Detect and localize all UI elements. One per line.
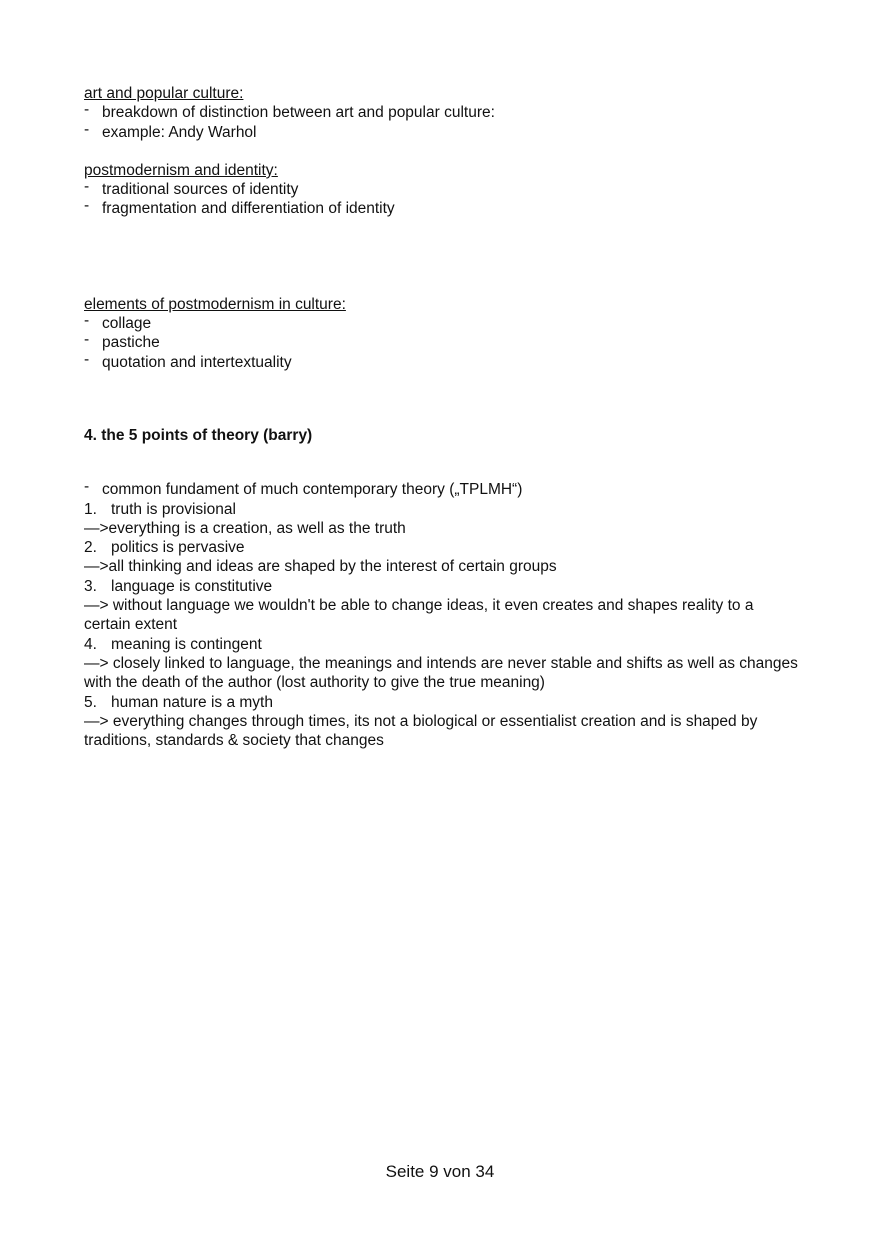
numbered-item (84, 577, 804, 596)
spacer (84, 142, 804, 161)
item-number: 2. (84, 539, 97, 557)
list-item (84, 103, 804, 122)
list-item (84, 350, 804, 372)
list-item-text: breakdown of distinction between art and popular culture: (102, 104, 495, 122)
numbered-item (84, 500, 804, 519)
bullet-dash: - (84, 312, 90, 330)
list-item-text: fragmentation and differentiation of identity (102, 200, 395, 218)
item-label: human nature is a myth (111, 693, 273, 711)
bullet-dash: - (84, 120, 90, 138)
item-number: 1. (84, 500, 97, 518)
item-number: 3. (84, 577, 97, 595)
list-item-text: collage (102, 315, 152, 333)
section-heading-identity: postmodernism and identity: (84, 161, 278, 179)
item-number: 4. (84, 635, 97, 653)
list-item (84, 314, 804, 333)
item-note: —>everything is a creation, as well as the truth (84, 519, 406, 537)
item-label: language is constitutive (111, 577, 273, 595)
item-number: 5. (84, 693, 97, 711)
page-footer: Seite 9 von 34 (385, 1162, 495, 1181)
bullet-dash: - (84, 478, 90, 496)
bullet-dash: - (84, 197, 90, 215)
item-note: —> without language we wouldn't be able to change ideas, it even creates and shapes reality to a certain extent (84, 597, 754, 634)
spacer (84, 461, 804, 480)
item-label: politics is pervasive (111, 539, 245, 557)
list-item (84, 180, 804, 199)
spacer (84, 219, 804, 295)
bullet-dash: - (84, 331, 90, 349)
section-title-theory: 4. the 5 points of theory (barry) (84, 427, 313, 445)
list-item-text: quotation and intertextuality (102, 353, 292, 371)
list-item (84, 120, 804, 142)
section-heading-art-pop: art and popular culture: (84, 85, 244, 102)
document-page (84, 84, 804, 750)
item-note: —> closely linked to language, the meanings and intends are never stable and shifts as well as changes with the death of the author (lost authority to give the true meaning) (84, 654, 798, 692)
bullet-dash: - (84, 350, 90, 368)
item-note: —> everything changes through times, its not a biological or essentialist creation and is shaped by traditions, standards & society that changes (84, 712, 758, 750)
item-label: truth is provisional (111, 500, 236, 518)
list-item-text: example: Andy Warhol (102, 123, 257, 141)
section-heading-elements: elements of postmodernism in culture: (84, 295, 346, 313)
spacer (84, 372, 804, 411)
list-item (84, 199, 804, 218)
item-note: —>all thinking and ideas are shaped by the interest of certain groups (84, 558, 557, 576)
numbered-item (84, 635, 804, 654)
list-item (84, 333, 804, 352)
numbered-item (84, 693, 804, 712)
theory-intro: common fundament of much contemporary theory („TPLMH“) (102, 481, 523, 499)
bullet-dash: - (84, 101, 90, 119)
list-item-text: traditional sources of identity (102, 181, 299, 199)
item-label: meaning is contingent (111, 635, 262, 653)
numbered-item (84, 538, 804, 557)
list-item (84, 480, 804, 499)
list-item-text: pastiche (102, 334, 160, 352)
bullet-dash: - (84, 178, 90, 196)
